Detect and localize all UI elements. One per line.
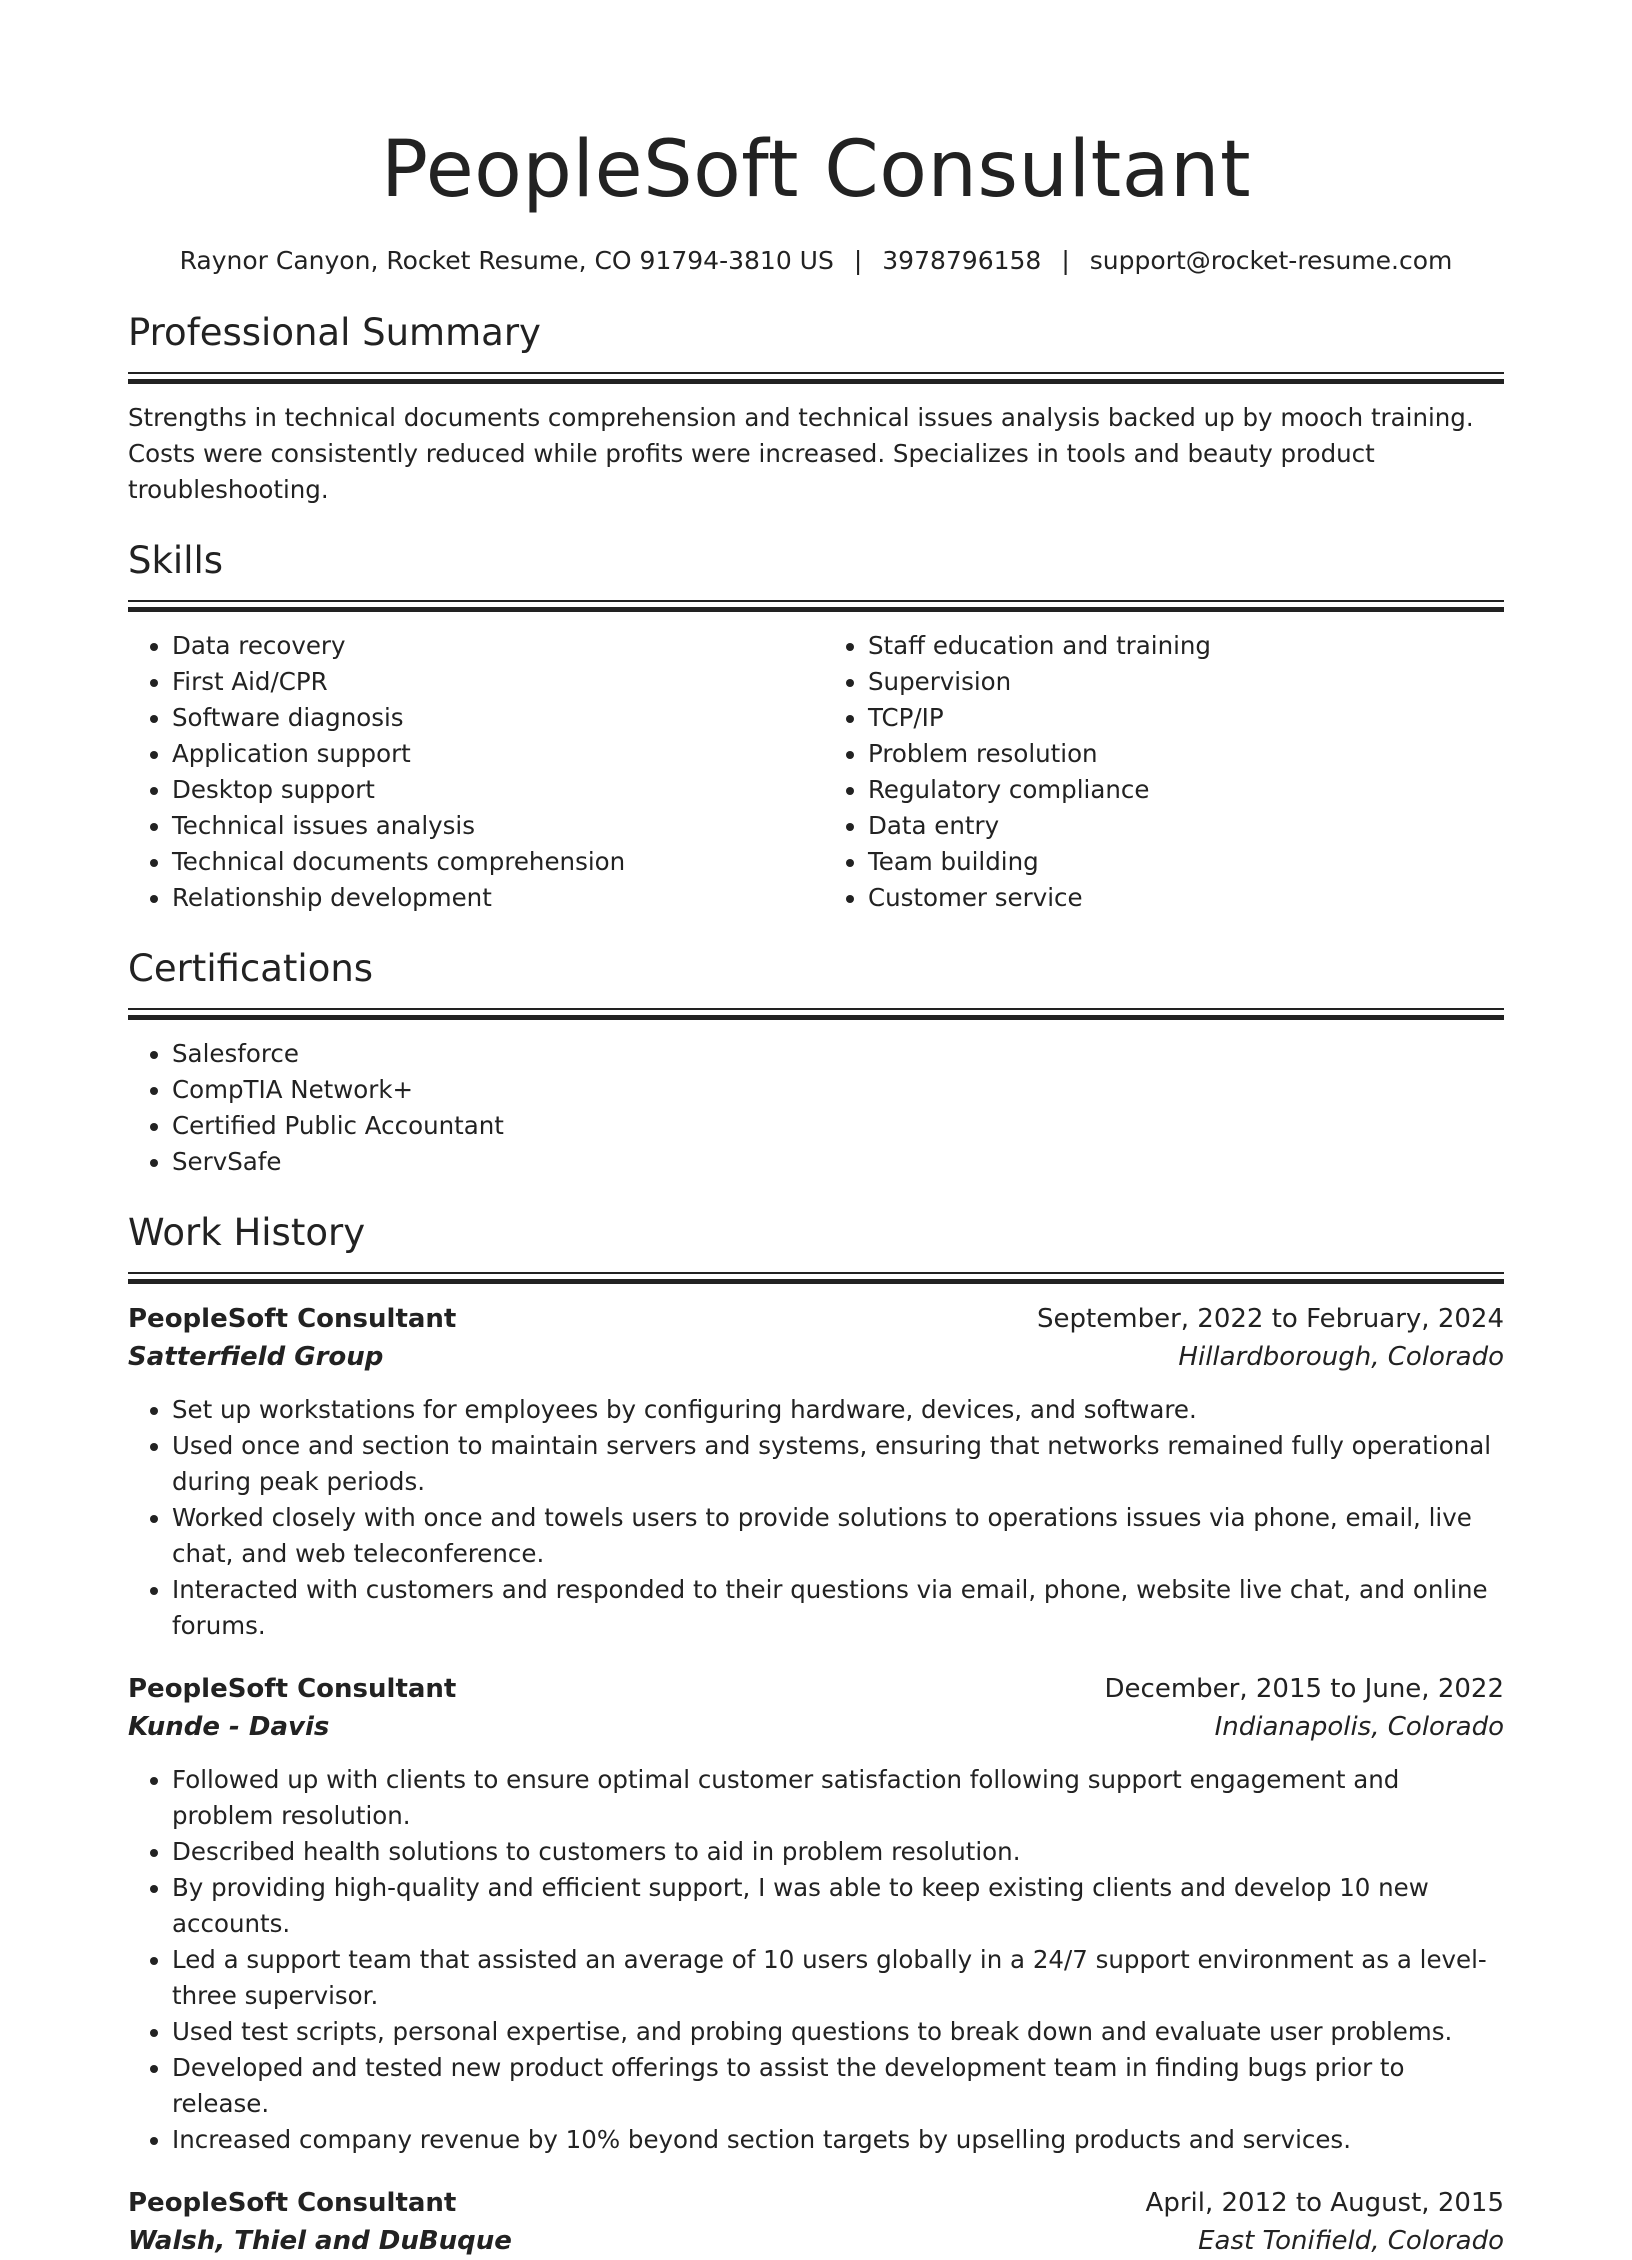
summary-section [128,308,1504,508]
certification-item: • CompTIA Network+ [172,1072,1504,1108]
job-bullet: • Increased company revenue by 10% beyond section targets by upselling products and services. [172,2122,1504,2158]
skill-item: • Desktop support [172,772,816,808]
job-title: PeopleSoft Consultant [128,2188,457,2218]
job-subheader [128,2222,1504,2260]
job-bullet: • Followed up with clients to ensure optimal customer satisfaction following support engagement and problem resolution. [172,1762,1504,1834]
skill-item: • Software diagnosis [172,700,816,736]
skill-item: • Staff education and training [868,628,1504,664]
section-divider [128,372,1504,384]
job-subheader [128,1708,1504,1746]
job-bullets [128,1392,1504,1644]
contact-separator: | [1061,246,1070,275]
job-dates: September, 2022 to February, 2024 [1037,1304,1504,1334]
contact-email: support@rocket-resume.com [1089,246,1453,275]
work-history-heading: Work History [128,1211,366,1254]
section-divider [128,1272,1504,1284]
section-divider [128,600,1504,612]
certification-item: • Certified Public Accountant [172,1108,1504,1144]
job-company: Satterfield Group [128,1342,384,1372]
job-dates: April, 2012 to August, 2015 [1145,2188,1504,2218]
certifications-heading: Certifications [128,947,374,990]
skill-item: • Relationship development [172,880,816,916]
job-bullet: • Set up workstations for employees by configuring hardware, devices, and software. [172,1392,1504,1428]
skill-item: • Data recovery [172,628,816,664]
skills-heading: Skills [128,539,224,582]
job-entry [128,2184,1504,2260]
skill-item: • First Aid/CPR [172,664,816,700]
skill-item: • Technical issues analysis [172,808,816,844]
job-bullet: • Developed and tested new product offerings to assist the development team in finding bugs prior to release. [172,2050,1504,2122]
job-entry [128,1670,1504,2158]
summary-heading: Professional Summary [128,311,541,354]
resume-name: PeopleSoft Consultant [380,125,1252,215]
skill-item: • Customer service [868,880,1504,916]
job-dates: December, 2015 to June, 2022 [1104,1674,1504,1704]
certifications-section [128,944,1504,1180]
contact-line [128,244,1504,278]
job-location: Indianapolis, Colorado [1214,1712,1504,1742]
job-company: Walsh, Thiel and DuBuque [128,2226,512,2256]
section-divider [128,1008,1504,1020]
job-bullet: • Described health solutions to customers to aid in problem resolution. [172,1834,1504,1870]
contact-separator: | [853,246,863,275]
skill-item: • Application support [172,736,816,772]
skills-section [128,536,1504,916]
skill-item: • Regulatory compliance [868,772,1504,808]
work-history-section [128,1208,1504,2260]
skills-column-right [816,628,1504,916]
skill-item: • Technical documents comprehension [172,844,816,880]
summary-text: Strengths in technical documents comprehension and technical issues analysis backed up by mooch training. Costs were consistently reduced while profits were increased. Specializes in tools and beauty product troubleshooting. [128,403,1474,504]
job-title: PeopleSoft Consultant [128,1674,457,1704]
job-header [128,1300,1504,1338]
job-subheader [128,1338,1504,1376]
skills-columns [128,628,1504,916]
job-bullet: • Led a support team that assisted an average of 10 users globally in a 24/7 support environment as a level-three supervisor. [172,1942,1504,2014]
job-location: East Tonifield, Colorado [1198,2226,1504,2256]
job-header [128,2184,1504,2222]
certification-item: • ServSafe [172,1144,1504,1180]
job-bullets [128,1762,1504,2158]
skill-item: • Supervision [868,664,1504,700]
skill-item: • Data entry [868,808,1504,844]
job-company: Kunde - Davis [128,1712,330,1742]
contact-phone: 3978796158 [882,246,1042,275]
job-location: Hillardborough, Colorado [1178,1342,1504,1372]
certification-item: • Salesforce [172,1036,1504,1072]
job-bullet: • Worked closely with once and towels users to provide solutions to operations issues via phone, email, live chat, and web teleconference. [172,1500,1504,1572]
resume-page [128,0,1504,2260]
skills-list-left [128,628,816,916]
skills-column-left [128,628,816,916]
job-bullet: • Interacted with customers and responded to their questions via email, phone, website live chat, and online forums. [172,1572,1504,1644]
skill-item: • Problem resolution [868,736,1504,772]
job-header [128,1670,1504,1708]
certifications-list [128,1036,1504,1180]
job-bullet: • By providing high-quality and efficient support, I was able to keep existing clients and develop 10 new accounts. [172,1870,1504,1942]
skill-item: • Team building [868,844,1504,880]
job-title: PeopleSoft Consultant [128,1304,457,1334]
contact-address: Raynor Canyon, Rocket Resume, CO 91794-3810 US [179,246,834,275]
job-entry [128,1300,1504,1644]
skills-list-right [816,628,1504,916]
skill-item: • TCP/IP [868,700,1504,736]
job-bullet: • Used once and section to maintain servers and systems, ensuring that networks remained fully operational during peak periods. [172,1428,1504,1500]
job-bullet: • Used test scripts, personal expertise, and probing questions to break down and evaluate user problems. [172,2014,1504,2050]
